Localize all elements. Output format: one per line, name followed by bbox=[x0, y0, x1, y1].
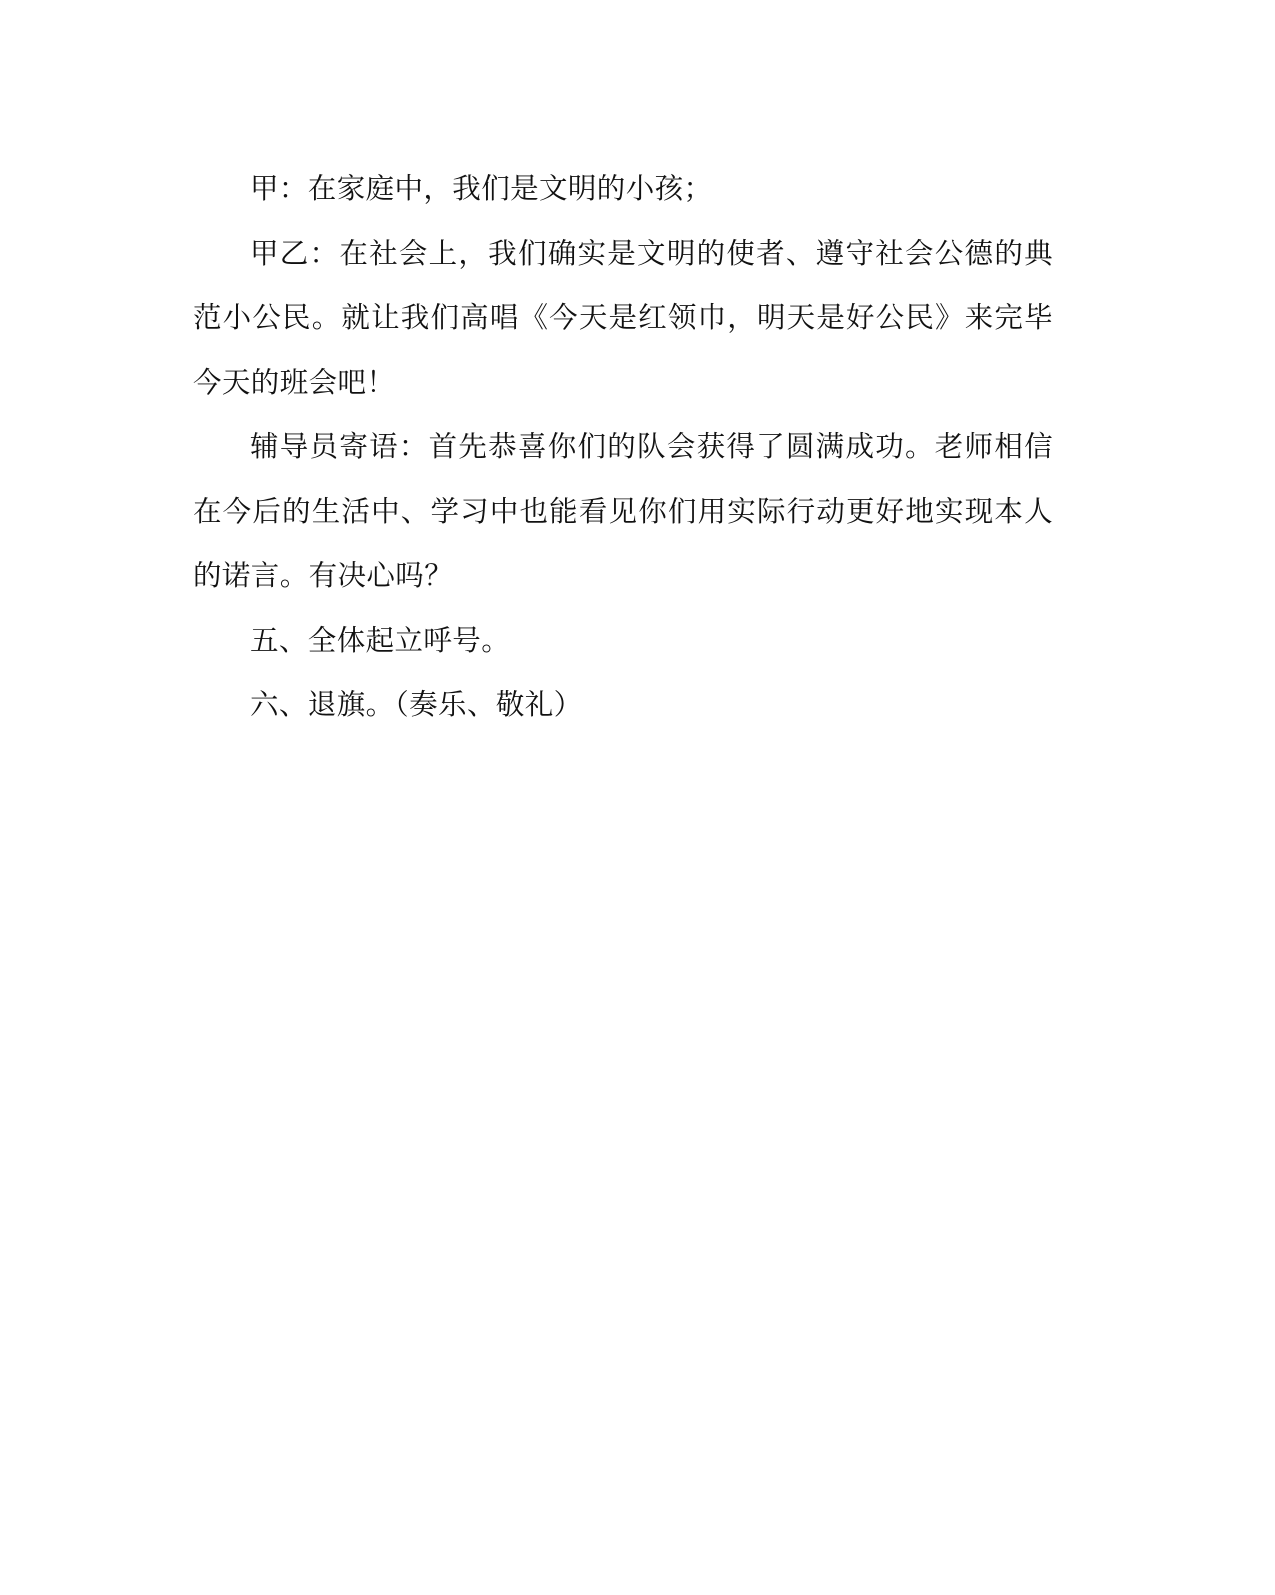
paragraph-counselor-message: 辅导员寄语：首先恭喜你们的队会获得了圆满成功。老师相信在今后的生活中、学习中也能看见你们用实际行动更好地实现本人的诺言。有决心吗？ bbox=[193, 430, 1053, 592]
paragraph-section-six: 六、退旗。（奏乐、敬礼） bbox=[250, 688, 583, 721]
paragraph-jia: 甲：在家庭中，我们是文明的小孩； bbox=[250, 172, 713, 205]
paragraph-jia-yi: 甲乙：在社会上，我们确实是文明的使者、遵守社会公德的典范小公民。就让我们高唱《今天是红领巾，明天是好公民》来完毕今天的班会吧！ bbox=[193, 236, 1053, 399]
paragraph-section-five: 五、全体起立呼号。 bbox=[250, 623, 511, 657]
document-body bbox=[193, 157, 1053, 738]
